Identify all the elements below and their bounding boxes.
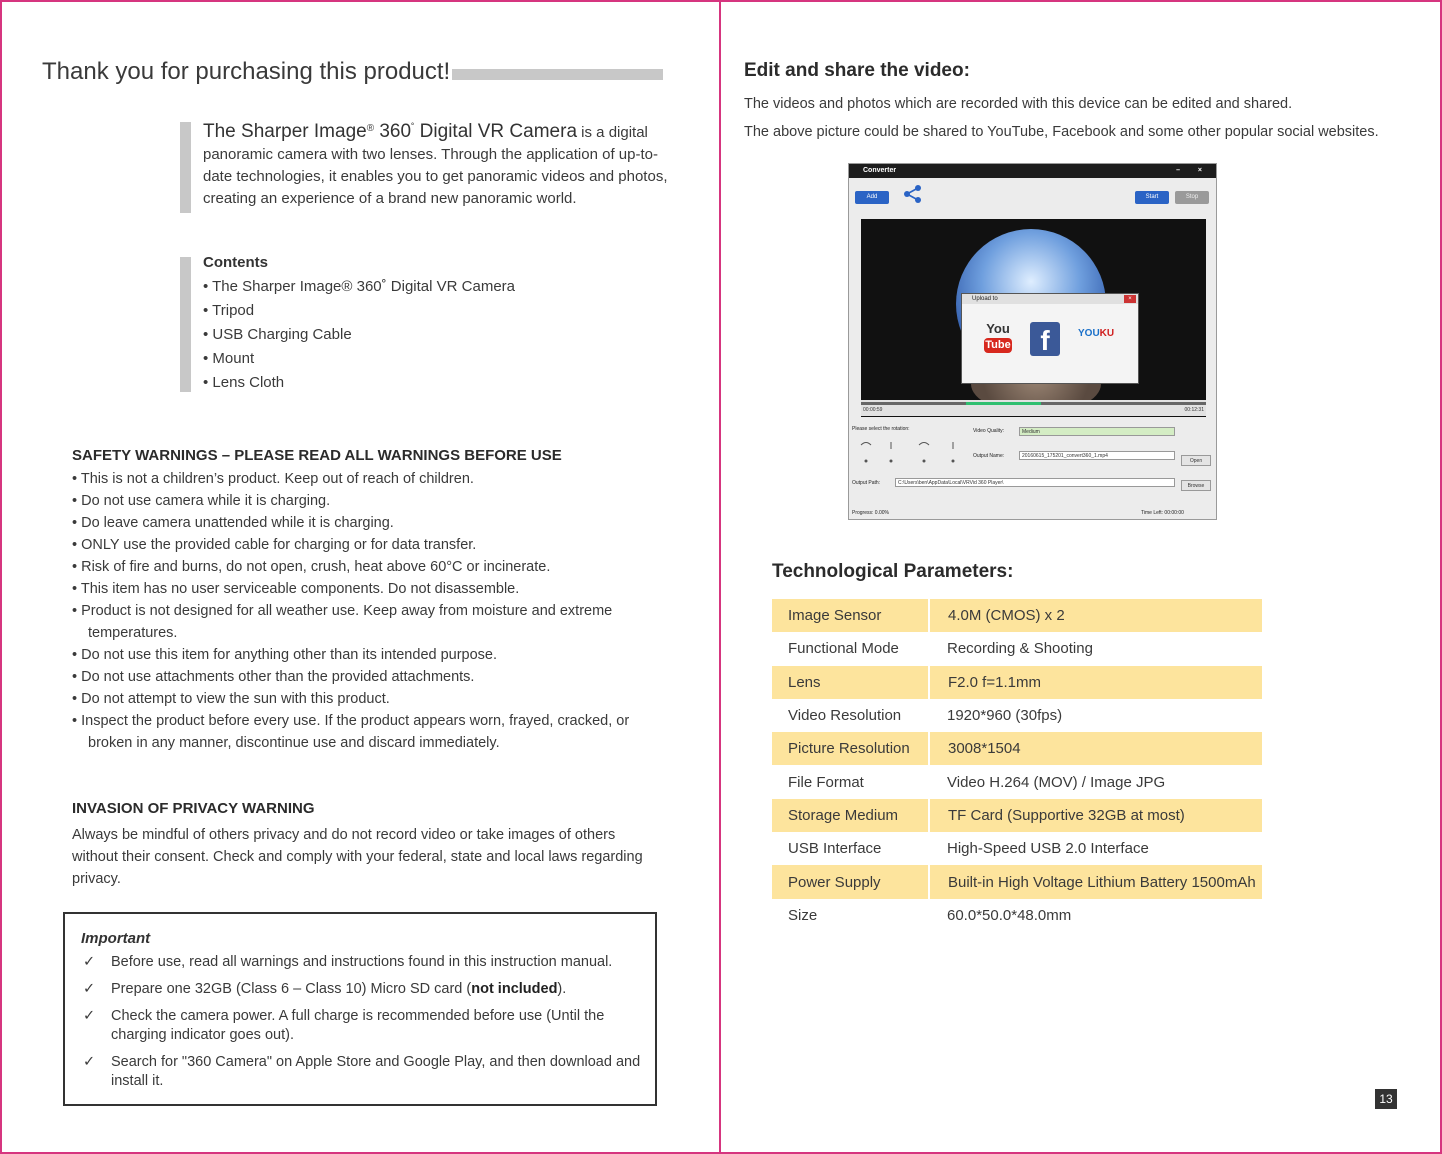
facebook-icon[interactable]: f <box>1030 322 1060 356</box>
window-controls[interactable]: – × <box>1176 167 1210 174</box>
app-titlebar <box>849 164 1216 178</box>
contents-side-bar <box>180 257 191 392</box>
param-value: TF Card (Supportive 32GB at most) <box>929 799 1262 832</box>
check-icon: ✓ <box>83 1054 96 1070</box>
page-divider <box>719 0 721 1154</box>
list-item: • Inspect the product before every use. If the product appears worn, frayed, cracked, or broken in any manner, discontinue use and discard immediately. <box>72 713 630 751</box>
seek-range <box>966 402 1041 405</box>
list-item: • Risk of fire and burns, do not open, crush, heat above 60°C or incinerate. <box>72 559 551 575</box>
param-value: F2.0 f=1.1mm <box>929 666 1262 699</box>
registered-mark: ® <box>366 123 375 134</box>
youtube-tube: Tube <box>985 339 1011 351</box>
list-item: • The Sharper Image® 360˚ Digital VR Camera <box>203 278 515 295</box>
param-value: High-Speed USB 2.0 Interface <box>947 840 1149 858</box>
degree-mark: ˚ <box>411 123 415 134</box>
list-item <box>81 1053 643 1091</box>
intro-lead-camera: Digital VR Camera <box>414 121 578 142</box>
progress-label: Progress: 0.00% <box>852 510 889 516</box>
converter-app-screenshot <box>848 163 1217 520</box>
param-value: Recording & Shooting <box>947 640 1093 658</box>
browse-button[interactable]: Browse <box>1181 480 1211 491</box>
important-title: Important <box>81 930 151 947</box>
param-value: 1920*960 (30fps) <box>947 707 1063 725</box>
list-item: • Do leave camera unattended while it is charging. <box>72 515 394 531</box>
list-item: • ONLY use the provided cable for charging or for data transfer. <box>72 537 477 553</box>
list-item: • USB Charging Cable <box>203 326 352 343</box>
time-start: 00:00:59 <box>863 407 883 413</box>
check-icon: ✓ <box>83 954 96 970</box>
list-item: • This is not a children’s product. Keep out of reach of children. <box>72 471 474 487</box>
list-item: • Do not use camera while it is charging. <box>72 493 331 509</box>
param-name: Video Resolution <box>788 707 902 725</box>
list-item <box>81 980 643 999</box>
check-icon: ✓ <box>83 1008 96 1024</box>
time-end: 00:12:31 <box>1184 407 1204 413</box>
important-text: Check the camera power. A full charge is recommended before use (Until the charging indicator goes out). <box>111 1008 605 1043</box>
output-name-label: Output Name: <box>973 453 1005 459</box>
youtube-you: You <box>986 321 1010 336</box>
param-name: USB Interface <box>788 840 882 858</box>
rotation-radio <box>890 460 893 463</box>
rotate-right-icon <box>919 443 929 446</box>
param-value: 4.0M (CMOS) x 2 <box>929 599 1262 632</box>
youtube-icon[interactable] <box>984 322 1012 356</box>
youku-icon[interactable] <box>1078 328 1114 339</box>
contents-title: Contents <box>203 254 268 271</box>
important-text: Prepare one 32GB (Class 6 – Class 10) Micro SD card ( <box>111 981 472 997</box>
important-text: Before use, read all warnings and instructions found in this instruction manual. <box>111 954 613 970</box>
open-button[interactable]: Open <box>1181 455 1211 466</box>
output-path-field[interactable]: C:\Users\ben\AppData\Local\VRVid 360 Player\ <box>895 478 1175 487</box>
thanks-decor-bar <box>452 69 663 80</box>
table-row <box>772 599 1262 632</box>
table-row <box>772 765 1262 798</box>
upload-title: Upload to <box>962 294 1138 304</box>
youku-ku: KU <box>1099 328 1115 339</box>
list-item: • Do not attempt to view the sun with this product. <box>72 691 390 707</box>
important-box <box>63 912 657 1106</box>
tech-params-title: Technological Parameters: <box>772 561 1014 582</box>
list-item: • Tripod <box>203 302 255 319</box>
safety-warnings <box>72 447 672 754</box>
not-included-label: not included <box>471 981 558 997</box>
video-preview <box>861 219 1206 417</box>
contents-list <box>203 254 515 395</box>
list-item: • This item has no user serviceable components. Do not disassemble. <box>72 581 520 597</box>
privacy-text: Always be mindful of others privacy and do not record video or take images of others without their consent. Check and comply with your federal, state and local laws regarding privacy. <box>72 827 643 887</box>
rotation-label: Please select the rotation: <box>852 426 910 432</box>
list-item <box>81 953 643 972</box>
add-button[interactable]: Add <box>855 191 889 204</box>
close-icon[interactable]: × <box>1124 295 1136 303</box>
upload-dialog <box>961 293 1139 384</box>
table-row <box>772 699 1262 732</box>
important-close-paren: ). <box>557 981 567 997</box>
intro-body: is a digital panoramic camera with two lenses. Through the application of up-to-date technologies, it enables you to get panoramic videos and photos, creating an experience of a brand new panoramic world. <box>203 124 668 207</box>
rotation-radio <box>952 460 955 463</box>
param-value: 3008*1504 <box>929 732 1262 765</box>
table-row <box>772 899 1262 932</box>
privacy-warning <box>72 798 652 890</box>
intro-lead-360: 360 <box>374 121 412 142</box>
param-value: Built-in High Voltage Lithium Battery 1500mAh <box>929 865 1262 898</box>
param-name: Picture Resolution <box>772 732 929 765</box>
intro-paragraph <box>203 118 673 210</box>
important-text: Search for "360 Camera" on Apple Store and Google Play, and then download and install it. <box>111 1054 641 1089</box>
param-name: File Format <box>788 773 864 791</box>
table-row <box>772 799 1262 832</box>
table-row <box>772 832 1262 865</box>
table-row <box>772 732 1262 765</box>
output-name-field[interactable]: 20160615_175201_convert360_1.mp4 <box>1019 451 1175 460</box>
table-row <box>772 865 1262 898</box>
table-row <box>772 632 1262 665</box>
param-name: Image Sensor <box>772 599 929 632</box>
check-icon: ✓ <box>83 981 96 997</box>
rotation-icons[interactable] <box>857 439 967 467</box>
quality-select[interactable]: Medium <box>1019 427 1175 436</box>
param-value: Video H.264 (MOV) / Image JPG <box>947 773 1166 791</box>
time-left-label: Time Left: 00:00:00 <box>1141 510 1184 516</box>
safety-title: SAFETY WARNINGS – PLEASE READ ALL WARNINGS BEFORE USE <box>72 447 562 464</box>
quality-label: Video Quality: <box>973 428 1005 434</box>
page-number: 13 <box>1375 1089 1397 1109</box>
youku-you: YOU <box>1078 328 1100 339</box>
intro-lead: The Sharper Image <box>203 121 367 142</box>
list-item <box>81 1007 643 1045</box>
stop-button[interactable]: Stop <box>1175 191 1209 204</box>
edit-share-title: Edit and share the video: <box>744 60 970 81</box>
param-name: Power Supply <box>772 865 929 898</box>
table-row <box>772 666 1262 699</box>
app-title: Converter <box>863 167 897 174</box>
list-item: • Do not use this item for anything other than its intended purpose. <box>72 647 498 663</box>
list-item: • Do not use attachments other than the provided attachments. <box>72 669 475 685</box>
param-name: Size <box>788 906 818 924</box>
param-value: 60.0*50.0*48.0mm <box>947 906 1072 924</box>
param-name: Lens <box>772 666 929 699</box>
thanks-heading: Thank you for purchasing this product! <box>42 58 451 85</box>
share-icon[interactable] <box>903 184 923 204</box>
output-path-label: Output Path: <box>852 480 881 486</box>
list-item: • Product is not designed for all weather use. Keep away from moisture and extreme temperatures. <box>72 603 613 641</box>
edit-line-2: The above picture could be shared to YouTube, Facebook and some other popular social websites. <box>744 124 1379 140</box>
param-name: Functional Mode <box>788 640 899 658</box>
list-item: • Mount <box>203 350 255 367</box>
start-button[interactable]: Start <box>1135 191 1169 204</box>
rotation-radio <box>865 460 868 463</box>
rotate-left-icon <box>861 443 871 446</box>
privacy-title: INVASION OF PRIVACY WARNING <box>72 800 315 817</box>
param-name: Storage Medium <box>772 799 929 832</box>
seek-bar[interactable] <box>861 400 1206 416</box>
edit-line-1: The videos and photos which are recorded with this device can be edited and shared. <box>744 96 1293 112</box>
tech-params-table <box>772 599 1262 932</box>
rotation-radio <box>923 460 926 463</box>
list-item: • Lens Cloth <box>203 374 285 391</box>
intro-side-bar <box>180 122 191 213</box>
app-toolbar <box>849 178 1216 218</box>
